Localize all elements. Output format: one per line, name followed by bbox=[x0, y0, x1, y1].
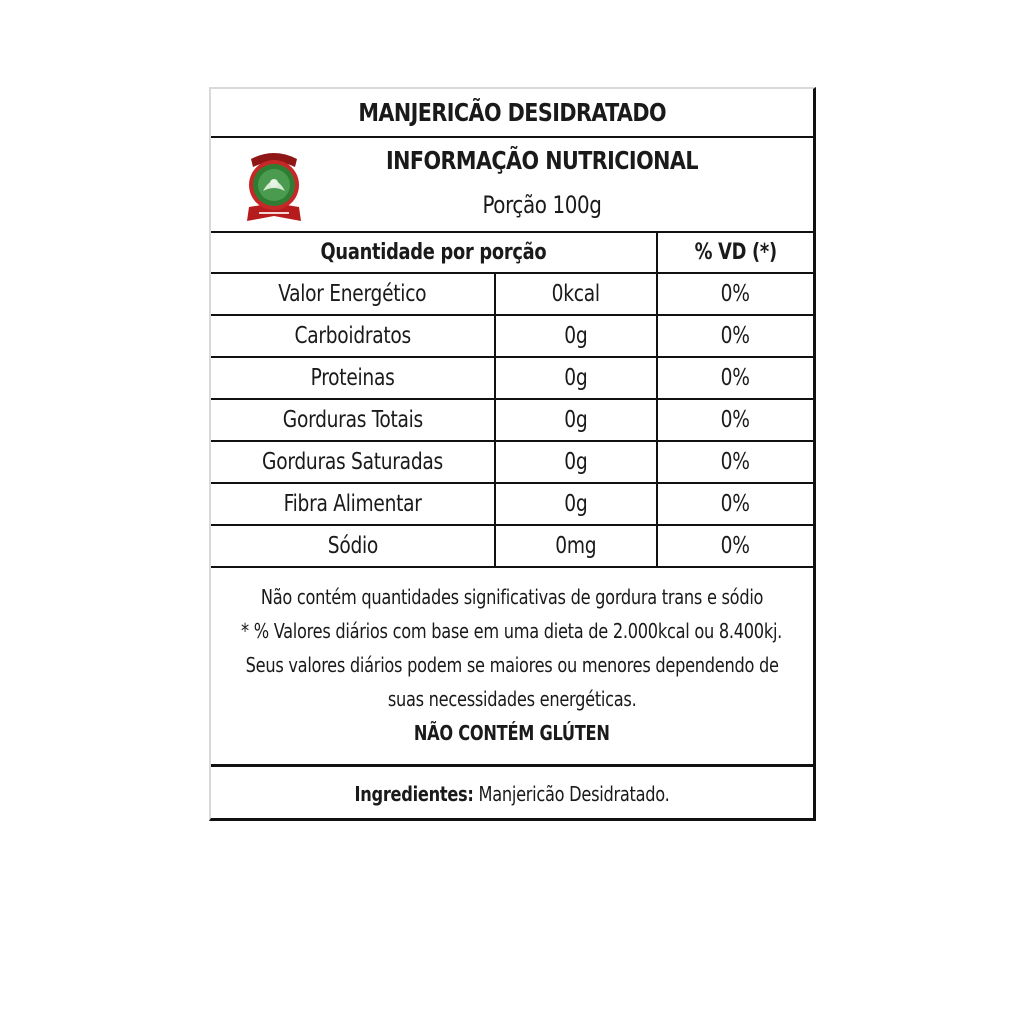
table-row bbox=[211, 442, 813, 484]
table-header-row bbox=[211, 232, 813, 274]
ingredients-section bbox=[211, 767, 813, 820]
nutrient-name: Carboidratos bbox=[211, 316, 496, 356]
nutrient-vd: 0% bbox=[720, 323, 750, 349]
table-row bbox=[211, 526, 813, 568]
gluten-free-notice: NÃO CONTÉM GLÚTEN bbox=[414, 721, 610, 745]
nutrient-vd: 0% bbox=[720, 407, 750, 433]
ingredients-label: Ingredientes: bbox=[354, 781, 474, 806]
table-row bbox=[211, 358, 813, 400]
nutrient-vd: 0% bbox=[720, 491, 750, 517]
note-daily-values-cont: Seus valores diários podem se maiores ou menores dependendo de bbox=[245, 653, 779, 677]
serving-size: Porção 100g bbox=[482, 191, 602, 219]
ingredients-value: Manjericão Desidratado. bbox=[473, 781, 670, 806]
nutrient-vd: 0% bbox=[720, 281, 750, 307]
nutrient-vd: 0% bbox=[720, 533, 750, 559]
nutrient-name: Proteinas bbox=[211, 358, 496, 398]
info-header-section bbox=[211, 138, 813, 233]
nutrition-label bbox=[209, 87, 816, 821]
table-row bbox=[211, 400, 813, 442]
table-row bbox=[211, 484, 813, 526]
info-title: INFORMAÇÃO NUTRICIONAL bbox=[386, 146, 698, 175]
nutrient-vd: 0% bbox=[720, 449, 750, 475]
nutrient-name: Sódio bbox=[211, 526, 496, 566]
table-row bbox=[211, 274, 813, 316]
nutrient-amount: 0g bbox=[496, 442, 658, 482]
table-row bbox=[211, 316, 813, 358]
header-quantity: Quantidade por porção bbox=[211, 232, 658, 272]
nutrient-amount: 0g bbox=[496, 358, 658, 398]
nutrient-amount: 0kcal bbox=[496, 274, 658, 314]
nutrient-name: Fibra Alimentar bbox=[211, 484, 496, 524]
nutrient-name: Gorduras Saturadas bbox=[211, 442, 496, 482]
nutrient-amount: 0g bbox=[496, 316, 658, 356]
nutrient-vd: 0% bbox=[720, 365, 750, 391]
nutrient-amount: 0mg bbox=[496, 526, 658, 566]
nutrient-amount: 0g bbox=[496, 484, 658, 524]
note-energy-needs: suas necessidades energéticas. bbox=[387, 687, 637, 711]
nutrient-name: Valor Energético bbox=[211, 274, 496, 314]
header-vd: % VD (*) bbox=[694, 239, 777, 265]
note-daily-values: * % Valores diários com base em uma dieta de 2.000kcal ou 8.400kj. bbox=[241, 619, 783, 643]
note-trans-fat: Não contém quantidades significativas de gordura trans e sódio bbox=[260, 585, 764, 609]
product-title: MANJERICÃO DESIDRATADO bbox=[358, 98, 666, 127]
ingredients-text bbox=[355, 782, 670, 806]
notes-section bbox=[211, 567, 813, 767]
product-title-section bbox=[211, 89, 813, 138]
nutrition-table bbox=[211, 232, 813, 567]
nutrient-name: Gorduras Totais bbox=[211, 400, 496, 440]
nutrient-amount: 0g bbox=[496, 400, 658, 440]
